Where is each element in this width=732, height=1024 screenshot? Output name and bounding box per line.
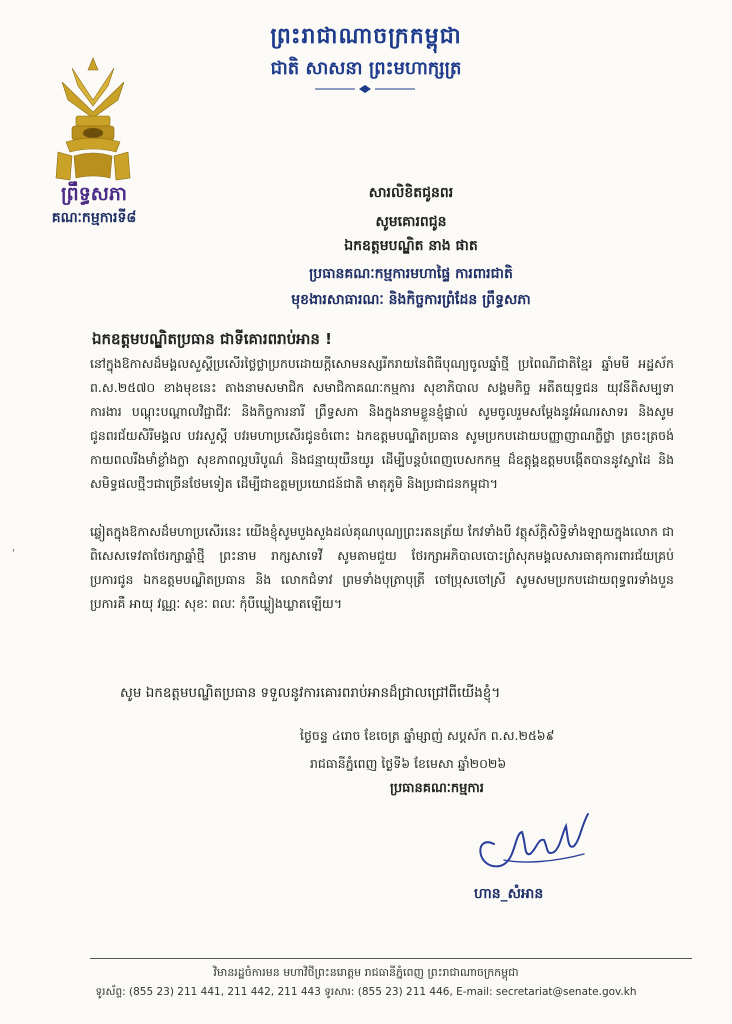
recipient-title: ប្រធានគណៈកម្មការមហាផ្ទៃ ការពារជាតិ	[309, 266, 513, 282]
salutation: សូមគោរពជូន	[375, 214, 447, 230]
handwritten-signature	[464, 804, 594, 878]
letter-type: សារលិខិតជូនពរ	[368, 185, 454, 201]
footer-divider	[90, 958, 692, 959]
senate-name: ព្រឹទ្ធសភា	[61, 183, 127, 205]
commission-name: គណៈកម្មការទី៨	[51, 210, 137, 226]
ornament-divider	[315, 84, 415, 94]
signatory-title: ប្រធានគណៈកម្មការ	[390, 781, 484, 796]
lunar-date: ថ្ងៃចន្ទ ៤រោច ខែចេត្រ ឆ្នាំម្សាញ់ សប្តស័ក ព.ស.២៥៦៩	[300, 728, 555, 743]
senate-emblem-icon	[52, 56, 134, 182]
national-motto: ជាតិ សាសនា ព្រះមហាក្សត្រ	[270, 58, 462, 79]
signatory-name: ហាន_សំអាន	[474, 886, 544, 902]
kingdom-heading: ព្រះរាជាណាចក្រកម្ពុជា	[270, 24, 462, 49]
recipient-office: មុខងារសាធារណៈ និងកិច្ចការព្រំដែន ព្រឹទ្ធសភា	[291, 292, 531, 308]
recipient-name: ឯកឧត្តមបណ្ឌិត នាង ផាត	[344, 238, 478, 254]
paragraph-two: ឆ្លៀតក្នុងឱកាសដ៏មហាប្រសើរនេះ យើងខ្ញុំសូមបួងសួងដល់គុណបុណ្យព្រះរតនត្រ័យ កែវទាំងបី វត្ថុស័ក្តិសិទ្ធិទាំងឡាយក្នុងលោក ជាពិសេសទេវតាថែរក្សាឆ្នាំថ្មី ព្រះនាម រាក្សសាទេវី សូមតាមជួយ ថែរក្សាអភិបាលបោះព្រំសុភមង្គលសារធាតុការពារជ័យគ្រប់ប្រការជូន ឯកឧត្តមបណ្ឌិតប្រធាន និង លោកជំទាវ ព្រមទាំងបុត្រាបុត្រី ចៅប្រុសចៅស្រី សូមសមប្រកបដោយពុទ្ធពរទាំងបួនប្រការគឺ អាយុ វណ្ណៈ សុខៈ ពលៈ កុំបីឃ្លៀងឃ្លាតឡើយ។	[90, 524, 674, 611]
paragraph-one: នៅក្នុងឱកាសដ៏មង្គលសួស្តីប្រសើរថ្លៃថ្លាប្រកបដោយក្តីសោមនស្សរីករាយនៃពិធីបុណ្យចូលឆ្នាំថ្មី ប្រពៃណីជាតិខ្មែរ ឆ្នាំមមី អដ្ឋស័ក ព.ស.២៥៧០ ខាងមុខនេះ តាងនាមសមាជិក សមាជិកាគណៈកម្មការ សុខាភិបាល សង្គមកិច្ច អតីតយុទ្ធជន យុវនីតិសម្បទា ការងារ បណ្តុះបណ្តាលវិជ្ជាជីវៈ និងកិច្ចការនារី ព្រឹទ្ធសភា និងក្នុងនាមខ្លួនខ្ញុំផ្ទាល់ សូមចូលរួមសម្តែងនូវអំណរសាទរ និងសូមជូនពរជ័យសិរីមង្គល បវរសួស្តី បវរមហាប្រសើរជូនចំពោះ ឯកឧត្តមបណ្ឌិតប្រធាន សូមប្រកបដោយបញ្ញាញាណភ្លឺថ្លា ត្រចះត្រចង់ កាយពលរឹងមាំខ្លាំងក្លា សុខភាពល្អបរិបូណ៌ និងជន្មាយុយឺនយូរ ដើម្បីបន្តបំពេញបេសកកម្ម ដ៏ឧត្តុង្គឧត្តមបង្កើតបាននូវស្នាដៃ និងសមិទ្ធផលថ្មីៗជាច្រើនថែមទៀត ដើម្បីជាឧត្តមប្រយោជន៍ជាតិ មាតុភូមិ និងប្រជាជនកម្ពុជា។	[90, 356, 674, 491]
civil-date: រាជធានីភ្នំពេញ ថ្ងៃទី៦ ខែមេសា ឆ្នាំ២០២៦	[310, 756, 507, 771]
closing-line: សូម ឯកឧត្តមបណ្ឌិតប្រធាន ទទួលនូវការគោរពរាប់អានដ៏ជ្រាលជ្រៅពីយើងខ្ញុំ។	[120, 685, 501, 701]
footer-address: វិមានរដ្ឋចំការមន មហាវិថីព្រះនរោត្តម រាជធានីភ្នំពេញ ព្រះរាជាណាចក្រកម្ពុជា	[213, 966, 519, 979]
footer-contact: ទូរស័ព្ទ: (855 23) 211 441, 211 442, 211 443 ទូរសារ: (855 23) 211 446, E-mail: secretariat@senate.gov.kh	[95, 986, 637, 998]
letter-greeting: ឯកឧត្តមបណ្ឌិតប្រធាន ជាទីគោរពរាប់អាន !	[92, 330, 333, 348]
margin-mark: '	[12, 548, 15, 559]
